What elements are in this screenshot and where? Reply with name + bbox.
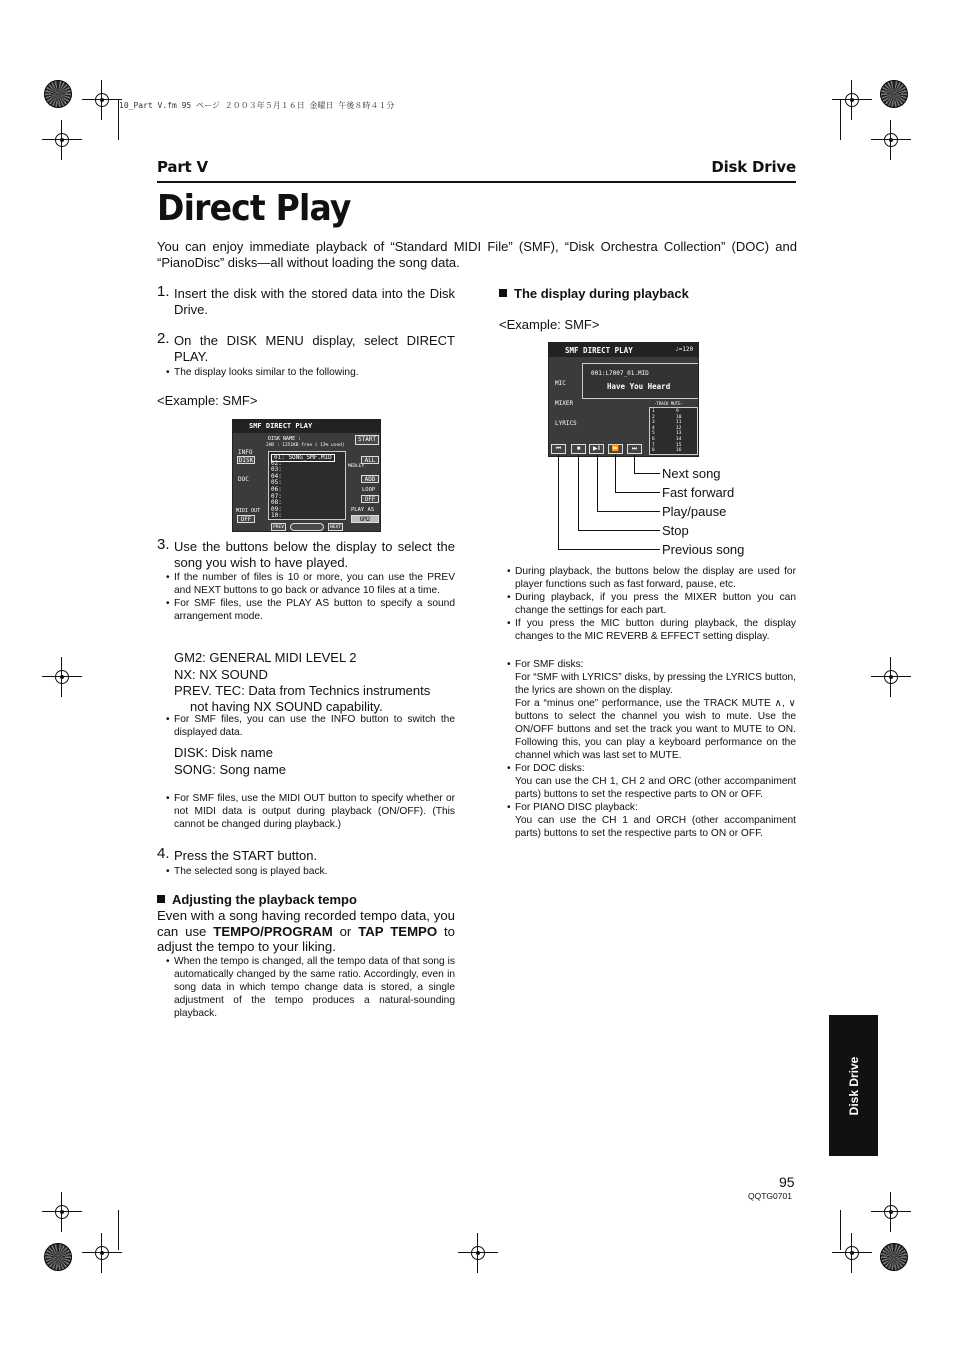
example-label: <Example: SMF> — [157, 393, 258, 408]
lcd-track-row[interactable]: 10 — [676, 414, 682, 420]
lcd-file-row[interactable]: 08: — [271, 499, 282, 507]
label-fast-forward: Fast forward — [662, 485, 735, 500]
tempo-note: • When the tempo is changed, all the tempo data of that song is automatically changed by the same ratio. Accordingly, even in song data in which tempo change data is stored, a single adjustment of the tempo produces a natural-sounding playback. — [166, 955, 455, 1020]
lcd-track-row[interactable]: 12 — [676, 425, 682, 431]
header-part: Part V — [157, 158, 208, 176]
leader-line — [597, 511, 660, 512]
step-number: 3. — [157, 536, 170, 553]
step-text: Use the buttons below the display to select the song you wish to have played. — [174, 539, 455, 570]
lcd-mic-label: MIC — [555, 380, 566, 387]
lcd-add-button[interactable]: ADD — [361, 475, 379, 483]
lcd-lyrics-label: LYRICS — [555, 420, 577, 427]
lcd-file-row[interactable]: 03: — [271, 466, 282, 474]
lcd-track-mute-panel — [649, 407, 698, 455]
step-number: 4. — [157, 845, 170, 862]
step-text: Insert the disk with the stored data into the Disk Drive. — [174, 286, 455, 317]
lcd-free-space: 2HD : 1251KB free ( 13% used) — [266, 443, 345, 448]
mode-prev-tec-continued: not having NX SOUND capability. — [190, 698, 383, 714]
stop-button[interactable]: ■ — [571, 444, 586, 454]
header-section: Disk Drive — [711, 158, 796, 176]
crosshair-mark-top-right — [832, 80, 872, 120]
lcd-file-row[interactable]: 10: — [271, 512, 282, 520]
step-1 — [157, 283, 455, 317]
label-play-pause: Play/pause — [662, 504, 727, 519]
leader-line — [615, 492, 660, 493]
crop-line — [118, 1210, 119, 1250]
registration-disc-top-left — [44, 80, 72, 108]
document-code: QQTG0701 — [748, 1191, 792, 1201]
playback-note: • If you press the MIC button during playback, the display changes to the MIC REVERB & EFFECT setting display. — [507, 617, 796, 643]
side-tab-disk-drive — [829, 1015, 878, 1156]
lcd-smf-direct-play-playback — [548, 342, 699, 457]
lcd-track-row[interactable]: 15 — [676, 442, 682, 448]
lcd-title: SMF DIRECT PLAY — [249, 422, 313, 430]
lcd-file-list — [268, 451, 346, 520]
crosshair-mark-bottom-right-2 — [832, 1233, 872, 1273]
crosshair-mark-top-left-2 — [42, 120, 82, 160]
lcd-track-row[interactable]: 3 — [652, 420, 655, 426]
example-label-right: <Example: SMF> — [499, 317, 600, 332]
lcd-track-row[interactable]: 9 — [676, 409, 679, 414]
lcd-tempo: ♩=120 — [675, 346, 694, 353]
registration-disc-top-right — [880, 80, 908, 108]
info-modes — [174, 745, 286, 777]
lcd-midi-out-label: MIDI OUT — [236, 508, 261, 514]
lcd-mixer-label: MIXER — [555, 400, 574, 407]
next-song-button[interactable]: ⏭ — [627, 444, 642, 454]
playback-note: • During playback, if you press the MIXER button you can change the settings for each part. — [507, 591, 796, 617]
crop-line — [840, 1210, 841, 1250]
lcd-track-row[interactable]: 4 — [652, 425, 655, 431]
lcd-loop-off-button[interactable]: OFF — [361, 495, 379, 503]
crosshair-mark-mid-right — [871, 657, 911, 697]
lcd-track-row[interactable]: 7 — [652, 442, 655, 448]
lcd-track-row[interactable]: 11 — [676, 420, 682, 426]
playback-note: • During playback, the buttons below the display are used for player functions such as fast forward, pause, etc. — [507, 565, 796, 591]
lcd-track-row[interactable]: 5 — [652, 431, 655, 437]
leader-line — [558, 455, 559, 550]
step-4 — [157, 845, 455, 878]
step-number: 1. — [157, 283, 170, 300]
step-text: On the DISK MENU display, select DIRECT PLAY. — [174, 333, 455, 364]
lcd-smf-direct-play-select — [232, 419, 381, 532]
crosshair-mark-bottom-center — [458, 1233, 498, 1273]
leader-line — [615, 455, 616, 493]
lcd-track-row[interactable]: 2 — [652, 414, 655, 420]
step-3 — [157, 536, 455, 623]
step-note: • For SMF files, use the PLAY AS button to specify a sound arrangement mode. — [166, 597, 455, 623]
lcd-song-title: Have You Heard — [607, 382, 671, 391]
smf-disks-note: • For SMF disks: For “SMF with LYRICS” disks, by pressing the LYRICS button, the lyrics are shown on the display. For a “minus one” performance, use the TRACK MUTE ∧, ∨ buttons to select the channel you wish to mute. Use the ON/OFF buttons and set the track you want to MUTE to ON. Following this, you can play a keyboard performance on the channel which was last set to MUTE. — [507, 658, 796, 762]
midi-out-note: • For SMF files, use the MIDI OUT button to specify whether or not MIDI data is output during playback (ON/OFF). (This cannot be changed during playback.) — [166, 792, 455, 831]
step-note: • If the number of files is 10 or more, you can use the PREV and NEXT buttons to go back or advance 10 files at a time. — [166, 571, 455, 597]
lcd-info-label: INFO — [238, 449, 253, 456]
registration-disc-bottom-right — [880, 1243, 908, 1271]
lcd-file-row[interactable]: 05: — [271, 479, 282, 487]
lcd-next-button[interactable]: NEXT — [328, 523, 343, 531]
lcd-track-row[interactable]: 1 — [652, 409, 655, 414]
header-rule — [157, 181, 796, 183]
page-title: Direct Play — [157, 186, 351, 229]
doc-disks-note: • For DOC disks: You can use the CH 1, CH 2 and ORC (other accompaniment parts) buttons to set the respective parts to ON or OFF. — [507, 762, 796, 801]
lcd-file-row[interactable]: 06: — [271, 486, 282, 493]
leader-line — [558, 549, 660, 550]
lcd-medley-label: MEDLEY — [348, 464, 365, 469]
display-heading: The display during playback — [499, 286, 689, 301]
lcd-track-row[interactable]: 16 — [676, 448, 682, 454]
lcd-play-as-gm2-button[interactable]: GM2 — [351, 515, 379, 523]
lcd-track-row[interactable]: 14 — [676, 437, 682, 442]
tempo-paragraph: Even with a song having recorded tempo data, you can use TEMPO/PROGRAM or TAP TEMPO to adjust the tempo to your liking. — [157, 908, 455, 954]
lcd-track-row[interactable]: 8 — [652, 448, 655, 454]
crosshair-mark-top-right-2 — [871, 120, 911, 160]
lcd-disk-button[interactable]: DISK — [238, 457, 254, 464]
label-previous-song: Previous song — [662, 542, 745, 557]
previous-song-button[interactable]: ⏮ — [551, 444, 566, 454]
registration-disc-bottom-left — [44, 1243, 72, 1271]
crosshair-mark-mid-left — [42, 657, 82, 697]
lcd-all-button[interactable]: ALL — [361, 456, 379, 464]
crosshair-mark-top-left — [82, 80, 122, 120]
page-number: 95 — [779, 1174, 795, 1190]
tempo-program-term: TEMPO/PROGRAM — [213, 923, 333, 939]
crosshair-mark-bottom-left-2 — [82, 1233, 122, 1273]
mode-nx: NX: NX SOUND — [174, 666, 268, 682]
step-note: • The display looks similar to the following. — [166, 366, 455, 379]
piano-disc-note: • For PIANO DISC playback: You can use the CH 1 and ORCH (other accompaniment parts) buttons to set the respective parts to ON or OFF. — [507, 801, 796, 840]
lcd-doc-label: DOC — [238, 476, 249, 483]
tap-tempo-term: TAP TEMPO — [358, 923, 438, 939]
lcd-file-row[interactable]: 07: — [271, 492, 282, 500]
play-as-modes — [174, 650, 455, 714]
mode-gm2: GM2: GENERAL MIDI LEVEL 2 — [174, 650, 357, 665]
lcd-scroll-buttons[interactable] — [290, 523, 324, 531]
lcd-song-panel — [582, 363, 699, 399]
label-next-song: Next song — [662, 466, 721, 481]
lcd-prev-button[interactable]: PREV — [271, 523, 286, 531]
fast-forward-button[interactable]: ⏩ — [608, 444, 623, 454]
file-info: 10_Part V.fm 95 ページ ２００３年５月１６日 金曜日 午後８時４１分 — [119, 101, 395, 110]
info-mode-song: SONG: Song name — [174, 761, 286, 777]
leader-line — [578, 455, 579, 531]
tempo-heading: Adjusting the playback tempo — [157, 892, 357, 907]
side-tab-label: Disk Drive — [846, 1056, 861, 1115]
lcd-file-row[interactable]: 04: — [271, 472, 282, 480]
crop-line — [840, 100, 841, 140]
step-note: • The selected song is played back. — [166, 865, 455, 878]
step-text: Press the START button. — [174, 848, 318, 863]
lcd-file-row[interactable]: 01: SONG_SMF.MID — [271, 454, 335, 462]
intro-paragraph: You can enjoy immediate playback of “Standard MIDI File” (SMF), “Disk Orchestra Collection” (DOC) and “PianoDisc” disks—all without loading the song data. — [157, 239, 797, 270]
lcd-disk-name: DISK NAME : — [268, 436, 302, 442]
play-pause-button[interactable]: ▶‖ — [589, 444, 604, 454]
crosshair-mark-bottom-left — [42, 1192, 82, 1232]
lcd-title: SMF DIRECT PLAY — [565, 346, 633, 355]
lcd-loop-label: LOOP — [362, 487, 376, 493]
lcd-track-row[interactable]: 6 — [652, 437, 655, 442]
leader-line — [597, 455, 598, 512]
info-mode-disk: DISK: Disk name — [174, 745, 273, 760]
leader-line — [578, 530, 660, 531]
lcd-midi-out-off-button[interactable]: OFF — [237, 515, 255, 523]
leader-line — [634, 455, 635, 474]
lcd-play-as-label: PLAY AS — [351, 507, 375, 513]
lcd-track-mute-label: -TRACK MUTE- — [654, 401, 683, 406]
mode-prev-tec: PREV. TEC: Data from Technics instruments — [174, 683, 431, 698]
lcd-file-row[interactable]: 02: — [271, 459, 282, 467]
crosshair-mark-bottom-right — [871, 1192, 911, 1232]
label-stop: Stop — [662, 523, 689, 538]
lcd-file-row[interactable]: 09: — [271, 505, 282, 513]
lcd-song-filename: 001:L7007_01.MID — [591, 370, 649, 377]
info-note: • For SMF files, you can use the INFO button to switch the displayed data. — [166, 713, 455, 739]
step-number: 2. — [157, 330, 170, 347]
leader-line — [634, 473, 660, 474]
step-2 — [157, 330, 455, 379]
lcd-track-row[interactable]: 13 — [676, 431, 682, 437]
lcd-start-button[interactable]: START — [355, 435, 379, 445]
